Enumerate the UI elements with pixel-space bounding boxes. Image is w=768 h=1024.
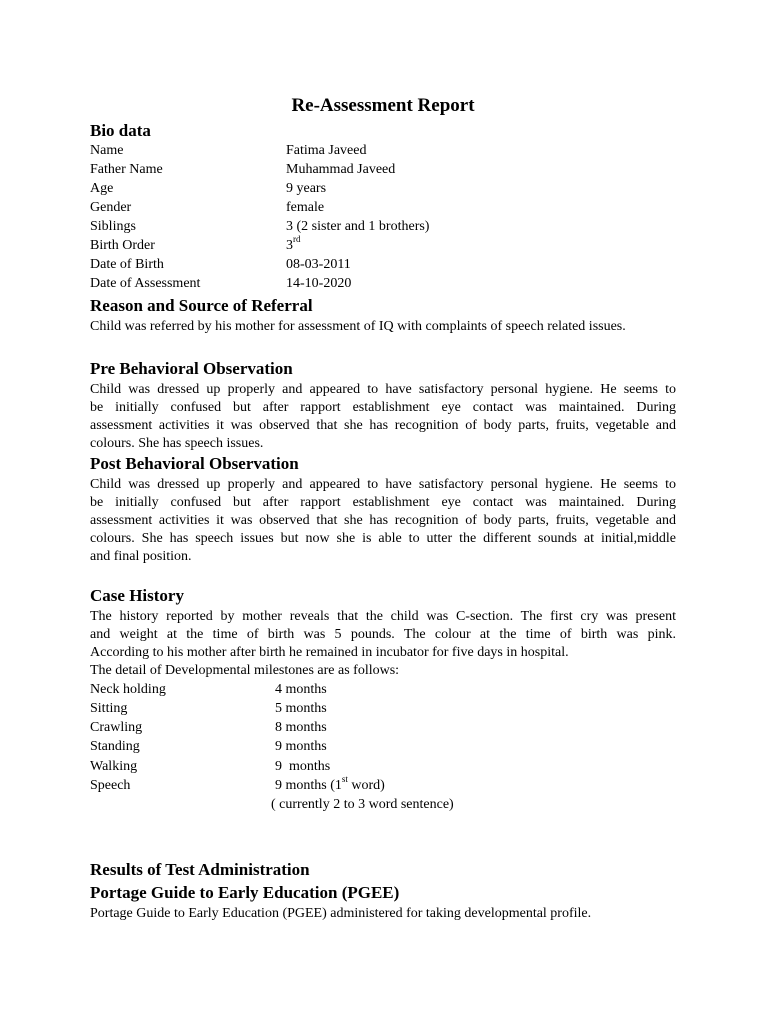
- milestone-value-speech: [275, 776, 385, 795]
- milestone-label: Speech: [90, 778, 131, 793]
- text-line: be initially confused but after rapport establishment eye contact was maintained. During: [90, 400, 676, 415]
- bio-row: [90, 274, 676, 293]
- milestone-label: Sitting: [90, 701, 128, 716]
- bio-label: Father Name: [90, 162, 163, 177]
- case-history-heading: Case History: [90, 586, 184, 605]
- pgee-text: Portage Guide to Early Education (PGEE) administered for taking developmental profile.: [90, 906, 592, 921]
- case-history-text: [90, 607, 676, 661]
- text-line: colours. She has speech issues but now she is able to utter the different sounds at initial,middle: [90, 531, 676, 546]
- text-line: colours. She has speech issues.: [90, 436, 264, 451]
- bio-value: Muhammad Javeed: [286, 162, 396, 177]
- post-observation-text: [90, 475, 676, 565]
- milestone-row: [90, 737, 676, 756]
- bio-heading: Bio data: [90, 121, 151, 140]
- bio-value: Fatima Javeed: [286, 143, 367, 158]
- referral-text: Child was referred by his mother for assessment of IQ with complaints of speech related issues.: [90, 319, 626, 334]
- milestone-row: [90, 757, 676, 776]
- text-line: According to his mother after birth he remained in incubator for five days in hospital.: [90, 645, 569, 660]
- bio-value: 14-10-2020: [286, 276, 352, 291]
- milestone-label: Crawling: [90, 720, 143, 735]
- bio-row: [90, 236, 676, 255]
- results-heading: Results of Test Administration: [90, 860, 310, 879]
- bio-label: Date of Birth: [90, 257, 164, 272]
- bio-value: 3 (2 sister and 1 brothers): [286, 219, 430, 234]
- speech-ordinal-suffix: st: [341, 774, 348, 785]
- text-line: and weight at the time of birth was 5 pounds. The colour at the time of birth was pink.: [90, 627, 676, 642]
- text-line: Child was dressed up properly and appeared to have satisfactory personal hygiene. He seems to: [90, 477, 676, 492]
- milestone-value: 9 months: [275, 759, 331, 774]
- milestone-row: [90, 680, 676, 699]
- text-line: assessment activities it was observed that she has recognition of body parts, fruits, vegetable and: [90, 418, 676, 433]
- bio-value-birth-order: [286, 236, 301, 255]
- bio-label: Name: [90, 143, 124, 158]
- milestone-row: [90, 718, 676, 737]
- bio-label: Siblings: [90, 219, 136, 234]
- milestones-intro: The detail of Developmental milestones are as follows:: [90, 663, 400, 678]
- text-line: assessment activities it was observed that she has recognition of body parts, fruits, vegetable and: [90, 513, 676, 528]
- bio-label: Date of Assessment: [90, 276, 201, 291]
- milestone-value: 8 months: [275, 720, 327, 735]
- birth-order-suffix: rd: [293, 234, 301, 245]
- bio-row: [90, 160, 676, 179]
- milestone-label: Neck holding: [90, 682, 166, 697]
- speech-value-end: word): [347, 778, 385, 793]
- bio-label: Birth Order: [90, 238, 155, 253]
- text-line: be initially confused but after rapport establishment eye contact was maintained. During: [90, 495, 676, 510]
- bio-value: female: [286, 200, 325, 215]
- pgee-heading: Portage Guide to Early Education (PGEE): [90, 883, 400, 902]
- bio-value: 08-03-2011: [286, 257, 351, 272]
- speech-value-start: 9 months (1: [275, 778, 342, 793]
- bio-value: 9 years: [286, 181, 327, 196]
- milestone-row: [90, 699, 676, 718]
- birth-order-number: 3: [286, 238, 293, 253]
- milestone-value: 4 months: [275, 682, 327, 697]
- milestone-row: [90, 776, 676, 795]
- milestone-value: 5 months: [275, 701, 327, 716]
- bio-label: Gender: [90, 200, 132, 215]
- pre-observation-text: [90, 380, 676, 452]
- bio-row: [90, 141, 676, 160]
- text-line: The history reported by mother reveals that the child was C-section. The first cry was present: [90, 609, 676, 624]
- post-observation-heading: Post Behavioral Observation: [90, 454, 299, 473]
- report-page: [90, 0, 676, 1024]
- bio-row: [90, 255, 676, 274]
- page-title: Re-Assessment Report: [291, 95, 475, 116]
- speech-note: ( currently 2 to 3 word sentence): [271, 797, 454, 812]
- referral-heading: Reason and Source of Referral: [90, 296, 313, 315]
- bio-row: [90, 198, 676, 217]
- milestone-value: 9 months: [275, 739, 327, 754]
- bio-row: [90, 179, 676, 198]
- pre-observation-heading: Pre Behavioral Observation: [90, 359, 293, 378]
- milestone-label: Walking: [90, 759, 138, 774]
- text-line: and final position.: [90, 549, 192, 564]
- milestone-label: Standing: [90, 739, 140, 754]
- bio-row: [90, 217, 676, 236]
- bio-label: Age: [90, 181, 114, 196]
- text-line: Child was dressed up properly and appeared to have satisfactory personal hygiene. He seems to: [90, 382, 676, 397]
